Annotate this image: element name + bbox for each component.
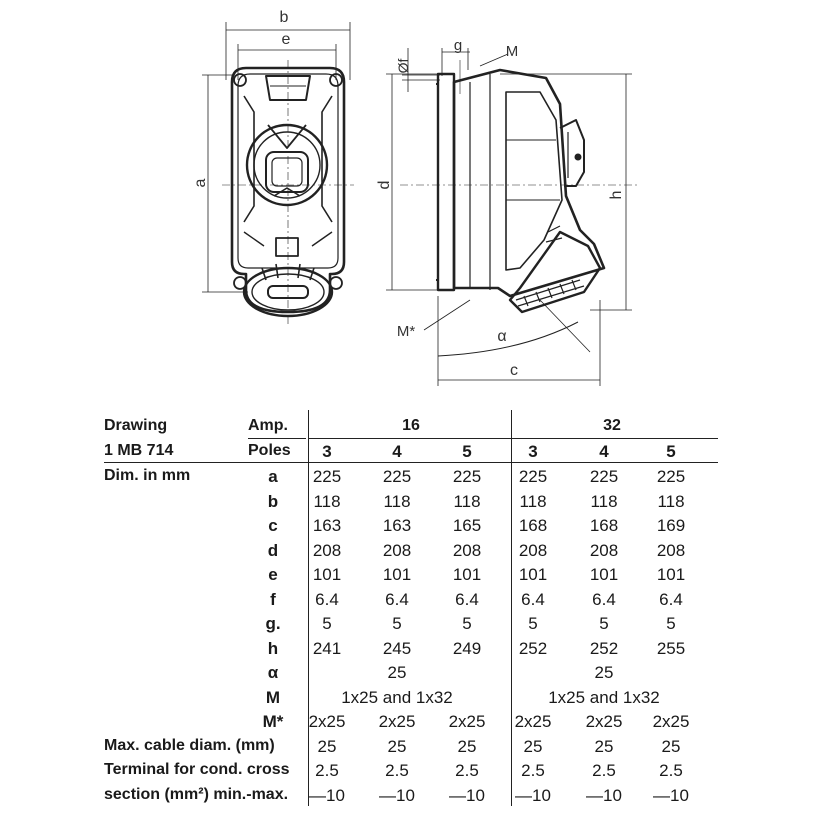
amp-rule — [308, 438, 718, 439]
m-value-32: 1x25 and 1x32 — [548, 687, 660, 707]
dim-value: 101 — [312, 565, 342, 584]
terminal-max-value: —10 — [515, 785, 551, 805]
dim-value: 249 — [452, 638, 482, 658]
dim-key-5: e — [268, 565, 278, 584]
drawing-number: 1 MB 714 — [104, 442, 174, 459]
cable-diam-value: 25 — [317, 736, 337, 756]
dim-value: 225 — [312, 467, 342, 486]
m-value-16: 1x25 and 1x32 — [341, 687, 453, 707]
dim-value: 225 — [656, 467, 686, 486]
dim-value: 5 — [322, 614, 332, 633]
dim-value: 245 — [382, 638, 412, 658]
dim-value: 252 — [518, 638, 548, 658]
dim-value: 118 — [519, 491, 547, 511]
dim-value: 168 — [518, 516, 548, 535]
dim-value: 5 — [462, 614, 472, 633]
dim-value: 118 — [590, 491, 618, 511]
label-e: e — [281, 31, 291, 48]
mstar-value: 2x25 — [378, 712, 416, 731]
dim-value: 163 — [382, 516, 412, 535]
label-M: M — [505, 43, 519, 60]
dim-key-8: h — [267, 638, 279, 658]
dim-value: 6.4 — [455, 589, 479, 609]
cable-diam-value: 25 — [661, 736, 681, 756]
label-h: h — [608, 190, 625, 200]
dim-value: 5 — [599, 614, 609, 633]
poles-value: 5 — [666, 442, 676, 461]
dim-value: 118 — [657, 491, 685, 511]
dim-value: 5 — [666, 614, 676, 633]
dim-value: 6.4 — [592, 589, 616, 609]
poles-value: 5 — [462, 442, 472, 461]
poles-value: 3 — [528, 442, 538, 461]
dim-value: 208 — [312, 540, 342, 560]
dim-value: 225 — [382, 467, 412, 486]
dim-value: 118 — [383, 491, 411, 511]
amp-underline — [248, 438, 306, 439]
dim-value: 208 — [589, 540, 619, 560]
mstar-value: 2x25 — [448, 712, 486, 731]
dim-key-2: b — [267, 491, 279, 511]
dim-key-10: M — [265, 687, 281, 707]
poles-label: Poles — [248, 442, 291, 459]
dim-value: 5 — [528, 614, 538, 633]
dim-value: 208 — [382, 540, 412, 560]
dim-key-3: c — [268, 516, 278, 535]
terminal-min-value: 2.5 — [521, 761, 545, 780]
dim-value: 168 — [589, 516, 619, 535]
cable-diam-value: 25 — [523, 736, 543, 756]
terminal-min-value: 2.5 — [315, 761, 339, 780]
header-rule — [104, 462, 718, 463]
dim-value: 118 — [453, 491, 481, 511]
terminal-max-value: —10 — [309, 785, 345, 805]
dim-value: 208 — [656, 540, 686, 560]
dim-value: 225 — [518, 467, 548, 486]
dim-value: 101 — [656, 565, 686, 584]
terminal-max-value: —10 — [449, 785, 485, 805]
terminal-max-value: —10 — [586, 785, 622, 805]
dim-key-1: a — [268, 467, 278, 486]
amp-group-16: 16 — [402, 417, 420, 434]
terminal-max-value: —10 — [653, 785, 689, 805]
amp-group-32: 32 — [603, 417, 621, 434]
dim-key-11: M* — [262, 712, 284, 731]
dim-value: 6.4 — [385, 589, 409, 609]
dim-value: 101 — [518, 565, 548, 584]
poles-value: 4 — [599, 442, 609, 461]
cable-diam-value: 25 — [387, 736, 407, 756]
label-d: d — [376, 180, 393, 190]
dim-value: 208 — [452, 540, 482, 560]
terminal-label-line1: Terminal for cond. cross — [104, 761, 290, 778]
label-f: Øf — [395, 58, 411, 74]
terminal-max-value: —10 — [379, 785, 415, 805]
cable-diam-value: 25 — [594, 736, 614, 756]
dim-value: 255 — [656, 638, 686, 658]
dim-value: 252 — [589, 638, 619, 658]
terminal-min-value: 2.5 — [659, 761, 683, 780]
dim-key-7: g. — [265, 614, 281, 633]
dim-value: 165 — [452, 516, 482, 535]
dim-value: 163 — [312, 516, 342, 535]
dim-value: 101 — [589, 565, 619, 584]
cable-diam-value: 25 — [457, 736, 477, 756]
mstar-value: 2x25 — [514, 712, 552, 731]
dim-value: 118 — [313, 491, 341, 511]
poles-value: 3 — [322, 442, 332, 461]
dim-value: 169 — [656, 516, 686, 535]
dim-key-4: d — [267, 540, 279, 560]
dim-value: 6.4 — [521, 589, 545, 609]
label-a: a — [192, 178, 209, 188]
dim-value: 6.4 — [659, 589, 683, 609]
label-b: b — [279, 9, 289, 26]
dim-key-9: α — [267, 663, 279, 682]
label-alpha: α — [497, 328, 507, 345]
mstar-value: 2x25 — [585, 712, 623, 731]
dim-value: 225 — [589, 467, 619, 486]
dim-label: Dim. in mm — [104, 467, 191, 484]
terminal-min-value: 2.5 — [385, 761, 409, 780]
mstar-value: 2x25 — [308, 712, 346, 731]
cable-diam-label: Max. cable diam. (mm) — [104, 736, 275, 754]
dim-value: 208 — [518, 540, 548, 560]
label-Mstar: M* — [396, 323, 416, 340]
dim-key-6: f — [270, 589, 276, 609]
dim-value: 225 — [452, 467, 482, 486]
mstar-value: 2x25 — [652, 712, 690, 731]
dim-value: 101 — [382, 565, 412, 584]
drawing-label: Drawing — [104, 417, 168, 434]
terminal-label-line2: section (mm²) min.-max. — [104, 785, 289, 803]
alpha-value-32: 25 — [594, 663, 614, 682]
dim-value: 6.4 — [315, 589, 339, 609]
dim-value: 241 — [312, 638, 342, 658]
terminal-min-value: 2.5 — [455, 761, 479, 780]
label-g: g — [453, 37, 463, 54]
dim-value: 5 — [392, 614, 402, 633]
terminal-min-value: 2.5 — [592, 761, 616, 780]
poles-value: 4 — [392, 442, 402, 461]
alpha-value-16: 25 — [387, 663, 407, 682]
amp-label: Amp. — [248, 417, 288, 434]
dim-value: 101 — [452, 565, 482, 584]
label-c: c — [510, 362, 518, 379]
